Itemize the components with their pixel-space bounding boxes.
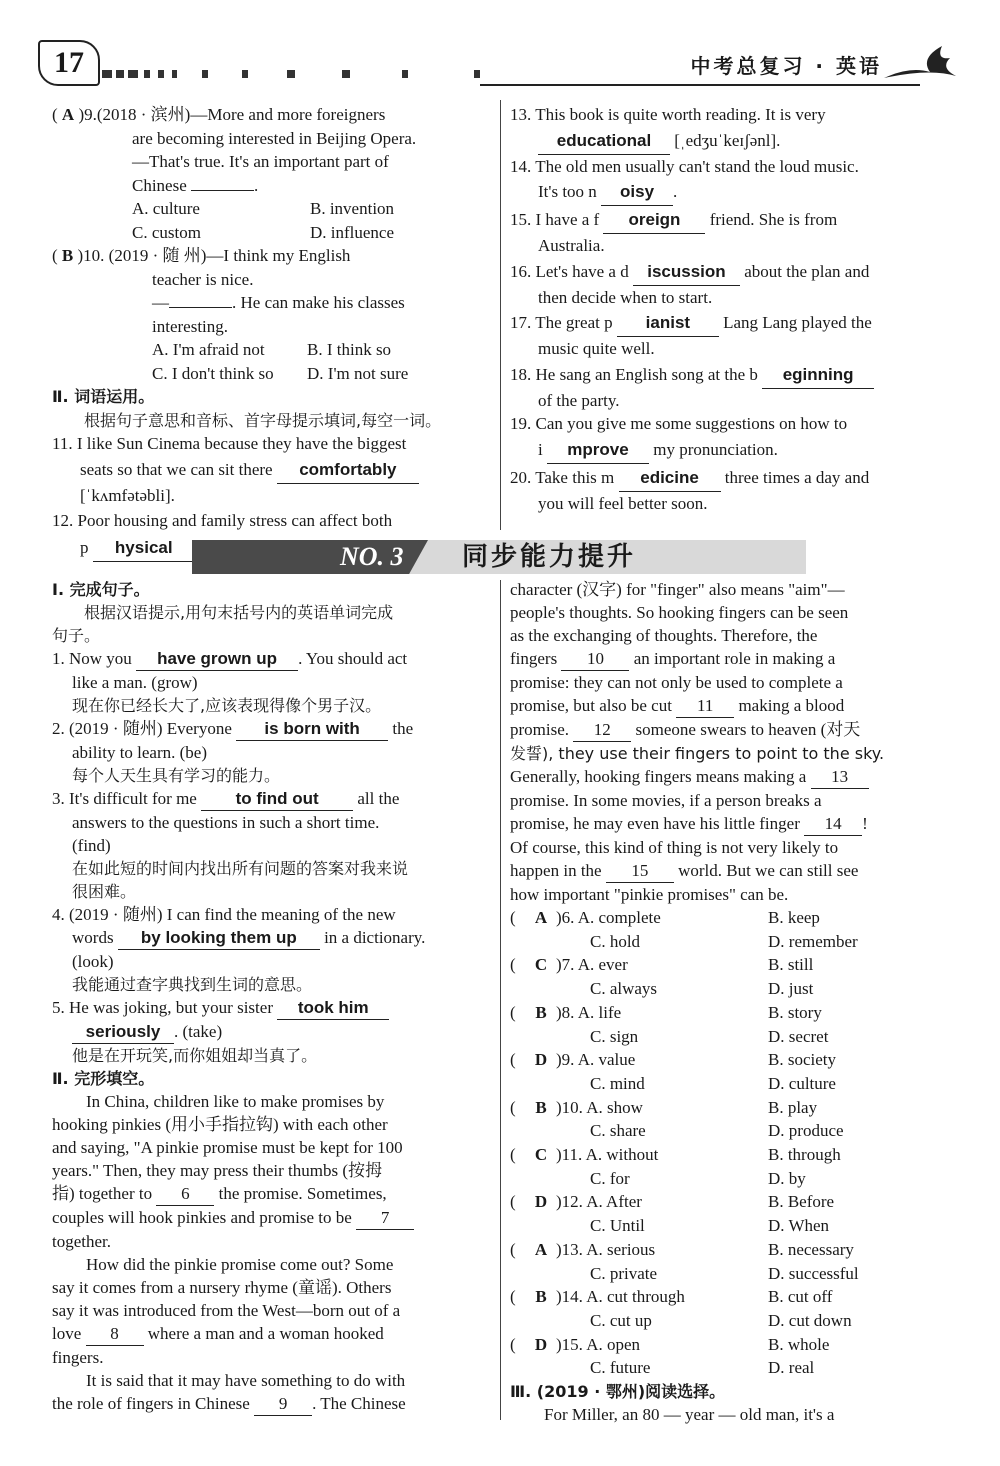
choice-row-2 — [510, 977, 950, 1001]
choice-row-2 — [510, 1072, 950, 1096]
cloze-p3-line3: character (汉字) for "finger" also means "aim"— — [510, 580, 845, 599]
sentence-4-line3: (look) — [72, 952, 114, 971]
choice-answer: A — [534, 908, 548, 927]
left-top-column — [52, 103, 492, 562]
cloze-p3-line14: Of course, this kind of thing is not very likely to — [510, 838, 839, 857]
question-12-line2: p hysical — [52, 534, 492, 562]
choice-row: ( D )15. A. open B. whole — [510, 1333, 950, 1357]
choice-option-b: B. keep — [768, 908, 820, 927]
choice-option-c: C. mind — [590, 1073, 645, 1093]
q10-options-ab: A. I'm afraid not B. I think so — [152, 340, 392, 359]
choice-row: ( C )11. A. without B. through — [510, 1143, 950, 1167]
choice-option-b: B. still — [768, 955, 814, 975]
cloze-p3-line10: 发誓), they use their fingers to point to the sky. — [510, 744, 885, 763]
sentence-2-line2: ability to learn. (be) — [72, 743, 208, 762]
choice-row: ( D )9. A. value B. society — [510, 1048, 950, 1072]
choice-option-a: )13. A. serious — [556, 1239, 656, 1259]
choice-answer: D — [534, 1192, 548, 1212]
right-bottom-column — [510, 578, 950, 1426]
choice-option-d: D. successful — [768, 1263, 859, 1283]
choice-option-a: )12. A. After — [556, 1192, 642, 1212]
cloze-p3-line12: promise. In some movies, if a person breaks a — [510, 791, 822, 810]
choice-option-d: D. secret — [768, 1026, 829, 1046]
choice-option-c: C. for — [590, 1168, 630, 1188]
choice-answer: B — [535, 1097, 547, 1117]
cloze-p3-line7: promise: they can not only be used to complete a — [510, 673, 843, 692]
choice-row-2 — [510, 1025, 950, 1049]
choice-option-c: C. Until — [590, 1216, 645, 1236]
choice-option-d: D. by — [768, 1168, 806, 1188]
q9-stem-2: are becoming interested in Beijing Opera. — [132, 128, 417, 148]
question-11-phonetic: [ˈkʌmfətəbli]. — [80, 485, 175, 505]
q10-options-cd: C. I don't think so D. I'm not sure — [152, 363, 409, 383]
choice-option-d: D. When — [768, 1216, 830, 1236]
sentence-4-line2: words by looking them up in a dictionary. — [52, 926, 492, 950]
sentence-3-line2: answers to the questions in such a short time. — [72, 813, 380, 832]
choice-option-d: D. remember — [768, 931, 858, 951]
cloze-p1-line3: and saying, "A pinkie promise must be kept for 100 — [52, 1138, 403, 1157]
choice-answer: B — [535, 1002, 547, 1022]
choice-option-b: B. society — [768, 1050, 836, 1070]
cloze-p3-line9: promise. 12 someone swears to heaven (对天 — [510, 718, 950, 742]
cloze-p1-line5: 指) together to 6 the promise. Sometimes, — [52, 1182, 492, 1206]
sentence-3-chinese: 在如此短的时间内找出所有问题的答案对我来说 — [72, 859, 409, 878]
question-12: 12. Poor housing and family stress can affect both — [52, 511, 393, 530]
question-18-line2: of the party. — [538, 390, 620, 410]
question-20: 20. Take this m edicine three times a day and — [510, 464, 950, 492]
sentence-4-chinese: 我能通过查字典找到生词的意思。 — [72, 975, 313, 994]
choice-option-b: B. play — [768, 1097, 818, 1117]
choice-option-c: C. always — [590, 979, 658, 999]
q10-stem-4: interesting. — [152, 316, 229, 336]
sentence-1: 1. Now you have grown up . You should act — [52, 647, 492, 671]
choice-row-2 — [510, 1167, 950, 1191]
cloze-p3-line1: It is said that it may have something to do with — [86, 1371, 406, 1390]
cloze-p2-line1: How did the pinkie promise come out? Some — [86, 1255, 394, 1274]
page-number: 17 — [38, 40, 100, 86]
choice-option-d: D. culture — [768, 1073, 836, 1093]
cloze-p1-line4: years." Then, they may press their thumbs (按拇 — [52, 1161, 383, 1180]
choice-answer: B — [535, 1287, 547, 1307]
choice-option-c: C. share — [590, 1121, 646, 1141]
question-15: 15. I have a f oreign friend. She is from — [510, 206, 950, 234]
choice-option-c: C. future — [590, 1358, 651, 1378]
banner-title: 同步能力提升 — [462, 542, 637, 572]
sentence-1-chinese: 现在你已经长大了,应该表现得像个男子汉。 — [72, 696, 382, 715]
choice-row: ( D )12. A. After B. Before — [510, 1190, 950, 1214]
q9-options-ab: A. culture B. invention — [132, 199, 395, 218]
choice-option-b: B. necessary — [768, 1239, 854, 1259]
choice-option-a: )9. A. value — [556, 1050, 636, 1070]
choice-answer: C — [534, 955, 548, 975]
choice-option-d: D. real — [768, 1358, 815, 1378]
header-rule — [480, 84, 920, 86]
sentence-5: 5. He was joking, but your sister took him — [52, 996, 492, 1020]
question-13-line2: educational [ˌedʒuˈkeɪʃənl]. — [510, 127, 950, 155]
cloze-choices — [510, 906, 950, 1380]
choice-option-a: )11. A. without — [556, 1145, 659, 1165]
question-14: 14. The old men usually can't stand the loud music. — [510, 156, 859, 176]
choice-option-a: )14. A. cut through — [556, 1287, 685, 1307]
cloze-p2-line4: love 8 where a man and a woman hooked — [52, 1322, 492, 1346]
choice-row: ( B )10. A. show B. play — [510, 1096, 950, 1120]
choice-row-2 — [510, 1356, 950, 1380]
sentence-5-chinese: 他是在开玩笑,而你姐姐却当真了。 — [72, 1046, 318, 1065]
question-13: 13. This book is quite worth reading. It is very — [510, 105, 826, 124]
choice-option-b: B. through — [768, 1145, 841, 1165]
choice-option-d: D. cut down — [768, 1310, 852, 1330]
choice-row: ( B )8. A. life B. story — [510, 1001, 950, 1025]
reading-first-line: For Miller, an 80 — year — old man, it's a — [544, 1405, 835, 1425]
choice-option-d: D. produce — [768, 1121, 844, 1141]
choice-option-b: B. Before — [768, 1192, 835, 1212]
bird-icon — [880, 38, 960, 86]
question-10: ( B )10. (2019 · 随 州)—I think my English — [52, 246, 351, 265]
cloze-p3-line8: promise, but also be cut 11 making a blood — [510, 694, 950, 718]
choice-option-a: )15. A. open — [556, 1334, 641, 1354]
question-15-line2: Australia. — [538, 236, 605, 255]
question-20-line2: you will feel better soon. — [538, 493, 708, 513]
section-1-instructions-2: 句子。 — [52, 626, 101, 645]
cloze-p3-line13: promise, he may even have his little finger 14 ! — [510, 812, 950, 836]
cloze-p3-line6: fingers 10 an important role in making a — [510, 647, 950, 671]
sentence-1-line2: like a man. (grow) — [72, 673, 198, 692]
choice-row-2 — [510, 930, 950, 954]
choice-option-a: )8. A. life — [556, 1002, 622, 1022]
choice-row-2 — [510, 1309, 950, 1333]
choice-row: ( A )13. A. serious B. necessary — [510, 1238, 950, 1262]
choice-answer: D — [534, 1334, 548, 1354]
choice-option-b: B. whole — [768, 1334, 830, 1354]
choice-option-b: B. story — [768, 1002, 822, 1022]
question-14-line2: It's too n oisy . — [510, 178, 950, 206]
sentence-3-chinese-2: 很困难。 — [72, 882, 137, 901]
question-19: 19. Can you give me some suggestions on how to — [510, 414, 848, 433]
section-1-instructions: 根据汉语提示,用句末括号内的英语单词完成 — [84, 603, 394, 622]
choice-row: ( A )6. A. complete B. keep — [510, 906, 950, 930]
choice-option-b: B. cut off — [768, 1287, 833, 1307]
question-17: 17. The great p ianist Lang Lang played the — [510, 309, 950, 337]
choice-row-2 — [510, 1214, 950, 1238]
q10-stem-2: teacher is nice. — [152, 269, 254, 289]
cloze-p3-line15: happen in the 15 world. But we can still see — [510, 859, 950, 883]
choice-option-a: )7. A. ever — [556, 955, 628, 975]
section-2-title: Ⅱ. 词语运用。 — [52, 387, 155, 406]
sentence-2: 2. (2019 · 随州) Everyone is born with the — [52, 717, 492, 741]
question-17-line2: music quite well. — [538, 339, 655, 358]
q9-stem-4: Chinese . — [132, 175, 259, 195]
choice-option-c: C. sign — [590, 1026, 639, 1046]
choice-row: ( C )7. A. ever B. still — [510, 953, 950, 977]
choice-row-2 — [510, 1262, 950, 1286]
choice-option-c: C. private — [590, 1263, 658, 1283]
cloze-p1-line7: together. — [52, 1232, 112, 1251]
choice-option-a: )6. A. complete — [556, 908, 661, 927]
left-bottom-column — [52, 578, 492, 1416]
choice-answer: A — [534, 1239, 548, 1259]
choice-row-2 — [510, 1119, 950, 1143]
cloze-p3-line2: the role of fingers in Chinese 9 . The Chinese — [52, 1392, 492, 1416]
question-11: 11. I like Sun Cinema because they have the biggest — [52, 434, 407, 453]
q9-options-cd: C. custom D. influence — [132, 222, 395, 242]
cloze-p3-line11: Generally, hooking fingers means making a 13 — [510, 765, 950, 789]
banner-number: NO. 3 — [340, 542, 404, 571]
choice-answer: C — [534, 1145, 548, 1165]
question-18: 18. He sang an English song at the b eginning — [510, 361, 950, 389]
column-divider-top — [500, 100, 501, 530]
sentence-3-line3: (find) — [72, 836, 111, 855]
question-19-line2: i mprove my pronunciation. — [510, 436, 950, 464]
page-header — [0, 0, 1000, 95]
section-2-instructions: 根据句子意思和音标、首字母提示填词,每空一词。 — [84, 410, 442, 430]
sentence-2-chinese: 每个人天生具有学习的能力。 — [72, 766, 281, 785]
cloze-p3-line5: as the exchanging of thoughts. Therefore, the — [510, 626, 818, 645]
sentence-5-line2: seriously . (take) — [52, 1020, 492, 1044]
cloze-section-title: Ⅱ. 完形填空。 — [52, 1069, 155, 1088]
question-16: 16. Let's have a d iscussion about the plan and — [510, 258, 950, 286]
header-title: 中考总复习 · 英语 — [690, 54, 882, 78]
right-top-column — [510, 103, 950, 515]
choice-row: ( B )14. A. cut through B. cut off — [510, 1285, 950, 1309]
sentence-4: 4. (2019 · 随州) I can find the meaning of the new — [52, 905, 396, 924]
question-16-line2: then decide when to start. — [538, 287, 713, 307]
choice-option-d: D. just — [768, 979, 814, 999]
cloze-p3-line16: how important "pinkie promises" can be. — [510, 885, 789, 904]
cloze-p2-line5: fingers. — [52, 1348, 104, 1367]
section-1-title: Ⅰ. 完成句子。 — [52, 580, 150, 599]
question-9: ( A )9.(2018 · 滨州)—More and more foreigners — [52, 105, 386, 124]
choice-option-a: )10. A. show — [556, 1097, 643, 1117]
column-divider-bottom — [500, 580, 501, 1420]
cloze-p1-line6: couples will hook pinkies and promise to be 7 — [52, 1206, 492, 1230]
choice-option-c: C. hold — [590, 931, 641, 951]
section-3-title: Ⅲ. (2019 · 鄂州)阅读选择。 — [510, 1382, 726, 1402]
cloze-p2-line3: say it was introduced from the West—born out of a — [52, 1301, 401, 1320]
sentence-3: 3. It's difficult for me to find out all the — [52, 787, 492, 811]
q10-stem-3: — . He can make his classes — [152, 293, 405, 312]
question-11-line2: seats so that we can sit there comfortably — [52, 456, 492, 484]
cloze-p3-line4: people's thoughts. So hooking fingers can be seen — [510, 603, 849, 622]
cloze-p2-line2: say it comes from a nursery rhyme (童谣). Others — [52, 1278, 392, 1297]
q9-stem-3: —That's true. It's an important part of — [132, 152, 389, 171]
choice-answer: D — [534, 1050, 548, 1070]
decorative-dots — [102, 70, 482, 82]
choice-option-c: C. cut up — [590, 1310, 652, 1330]
cloze-p1-line2: hooking pinkies (用小手指拉钩) with each other — [52, 1115, 388, 1134]
cloze-p1-line1: In China, children like to make promises by — [86, 1092, 385, 1111]
